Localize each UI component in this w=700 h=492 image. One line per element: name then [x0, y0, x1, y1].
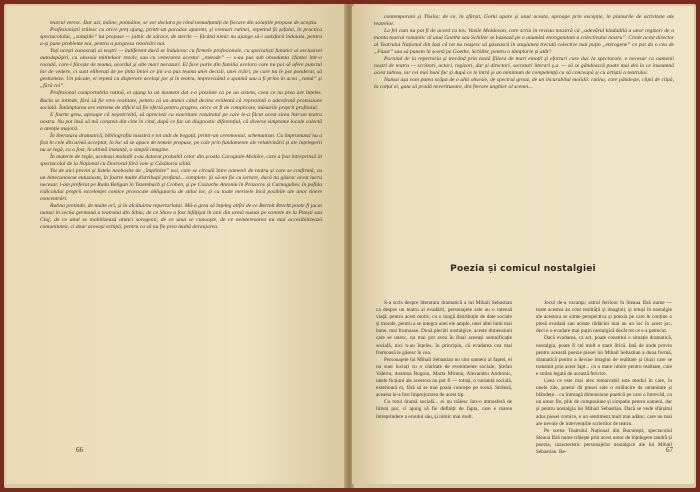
- paragraph: Toți acești cunoscuți ai noștri — îndiferent dacă se îndulcesc cu firmele profesionale, cu specialiști fanatici ai exclusivei autodepășiri, cu obsesia mititeluor rezolv, sau cu venerarea acestor „metode” — s-au pus sub obsedanta 1fantei într-o rocadă, care-i făcește de teama, acordul și alte mari necazuri. El face parte din familia acelora care nu pot să ofere punctul lor de vedere, ci sunt eliberați de pe ținta liniei ce țin s-a pus teama unei decizii, unei trăiri, pe care nu le pot ponderat, să gestioneze. Un păcate, ei repetă cu disperare același joc și în teatru, improvizând o spaimă sau a fi prins în acea „ramă” și „fără rol”.: [40, 48, 322, 90]
- left-page: [6, 6, 346, 484]
- book-spread: [4, 4, 696, 488]
- paragraph: Pe scena Teatrului Național din București, spectacolul Steaua fără nume trăiește prin acest umor de înțelegere tandră și poezie, caracteristic personajelor nostalgice ale lui Mihail Sebastian. Re-: [536, 427, 672, 455]
- page-number: 66: [76, 446, 83, 454]
- paragraph: Ceea ce este mai ales remarcabil este modul în care, în unele zile, poetul dă piesei sale o strălucire de umanitate și blândețe... cu întreagă dimensiune poetică pe care o întrevăd, cu un umor fin, plin de compasiune și simpatie pentru oameni, dar și pentru nostalgia lui Mihail Sebastian. Dacă se vede sfârșitul adus piesei comice, e un sentiment mult mai adânc, care nu mai are nevoie de intervențiile scrierilor de teatru.: [536, 378, 672, 427]
- section-title: Poezia și comicul nostalgiei: [450, 264, 596, 274]
- paragraph: Profesioniștii trăiesc cu orice preț ajung, printr-un paradox aparent, și vremuri rutinei, repetind fă șefului, în practica spectacolului, „soluțiile” lui propuse — jalnic de sărace, de sterile — făcând nimic nu ajunge să-i satisfacă îndoiala, pentru a-și pune probleme noi, pentru a progresa rezolvări noi.: [40, 27, 322, 48]
- paragraph: Personajele lui Mihail Sebastian nu sint oameni ai faptei, ei nu sunt lucrați cu o claritate de evenimente sociale; Ștefan Valeriu, doamna Bogoiu, Marta Miruna, Alexandru Andronic, unele ficțiuni ale acestora nu pot fi — totuși, o variantă socială, exterioară ei, fără să se mai poată concepe pe scenă. Strânsă, aceasta le-a fost împrejurarea de acest tip.: [376, 356, 512, 399]
- paragraph: Pornind de la repertoriu și trecând prin toată filiera de mari emoții și eforturi care duc la spectacole, e necesar ca oamenii noștri de teatru — scriitori, actori, regizori, dar și directori, secretari literari ș.a. — să se gândească poate mai des la ce înseamnă acest tablou, iar cei mai buni fac și după ce le intră și un minimum de competență ca să conceapă și cu artiștii a teatrului.: [374, 56, 674, 77]
- paragraph: teatrul veresc. Dar azi, mâine, poimâine, se vor declara pe rând nemulțumiți de fiecare din soluțiile propuse de aceștia.: [50, 20, 318, 26]
- paragraph: În materie de regie, aceleași maladii s-au datorat probabil celor din școala Caragiale-Molière, care a fost întreprinsă în spectacolul de la Național cu Doctorul fără voie și Căsătoria silită.: [40, 153, 322, 167]
- paragraph: S-a scris despre literatura dramatică a lui Mihail Sebastian ca despre un teatru al evadării, personajele sale au o intensă viață; pentru acest motiv, cu o lungă distribuție de date sociale și morale, pentru a se integra unei ele ample, unei altei lumi mai bune, mai frumoase. Două plecări nostalgice, aceste dimensiuni care se unesc, nu mai pot avea în final aceeași semnificație socială, nici n-au înțeles, în principiu, că evadarea cea mai frumoasă le găsesc în cea.: [376, 300, 512, 356]
- article-column-right: [536, 300, 672, 456]
- page-number: 67: [666, 446, 673, 454]
- paragraph: Tot de aici provin și listele neobosite de „împlinire” noi, care se circulă între oamenii de teatru și care se confirmă, cu un binecunoscut entuziasm, în foarte multe distribuții profund... complete. Și să-mi fie cu iertare, dacă nu găsesc acest lucru necesar, l-am preferat pe Radu Beligan în Tezembach și Crohen, și pe Costache Antoniu în Prozorov și Carnaguhev, în pofida ridicolului proprii excelenței comice provocate obligatoriu de stilul lor, și cu toate meritele încă posibile ale unor tinere concentrări.: [40, 167, 322, 203]
- right-page-text: [374, 14, 674, 92]
- paragraph: Rutina pretinde, de multe ori, și în alcătuirea repertoriului. Mă-a greu să înțeleg altfel de ce Bertolt Brecht poate fi jucat numai în sectia germană a teatrului din Sibiu; de ce Shaw a fost înfățișat în anii din urmă numai pe scenele de la Pitești sau Cluj; de ce unul se mobilizează atunci sorogenii, de ce unul se cunoaște, de ce neinteresarea nu mai accesibilizează comunitatea, ci doar aceeași echipă, pentru ca să nu fie prea multă deranjarea.: [40, 203, 322, 231]
- paragraph: În literatura dramatică, bibliografia noastră e tot atât de bogată, printr-un ceremonial, schematism. Cu împrumutul nu a fost în cele din urmă acceptat, în loc să se apuce de temele propuse, pe cale prin fundamente ale relativizării și ale înțelegerii nu se legă, ca a fost, în ultimă instanță, o simplă imagine.: [40, 132, 322, 153]
- paragraph: contemporani și Thalia; de ce, în sfârșit, Gorki apare și unul acesta, aproape prin excepție, în planurile de activitate ale teatrelor.: [374, 14, 674, 28]
- paragraph: Numai așa vom putea scăpa de o altă obsesie, de spectrul groaz, de un incurabilul molidă: rutina, care pândește, clipă de clipă, la colțul ei, gata să pradă neverituoare, din fiecare unghier al scenei...: [374, 77, 674, 91]
- article-column-left: [376, 300, 512, 421]
- paragraph: La fel cum nu pot fi de acord cu tov. Vasile Moldovan, care scria în revista noastră că „adevărul kladadilă a unor regizori de a monta teatrul romantic al unui Goethe sau Schiller se bazează pe o anumită eterogenitate a colectivului nostru”. Crede acest director al Teatrului Național din Iași că tot nu reușesc să găsească în stagiunea trecută colective mai puțin „eterogene” ce pot da o cea de „Faust” sau să punem în scenă pe Goethe, Schiller, pentru o tâmplarie și atât?: [374, 28, 674, 56]
- right-page: [352, 6, 694, 484]
- paragraph: Profesional comportabila rutină, ei ajung la un moment dat s-o prezinte ca pe un sistem, ceea ce nu prea are înțeles. Bucla se întinde, fără să fie vreo realitate, pentru că un atunci când devine evidentă că reprezintă o adevărată promisiune socială. Întâmplarea are estreme de dificil să fie ofertă pentru progres, orice ar fi de complicate, măsurile proprii profitului.: [40, 90, 322, 111]
- paragraph: Jocul de-a vacanța; astrul feriloor în Steaua fără nume — toate acestea au cont realității și imaginii, și totuși în nostalgie ale acestora se simte perspectiva și poezia pe care le conține o piesă evadată sau aceste rădăcini mai au un loc în acest joc, deci e o evadare mai puțin nostalgică decât tot ce s-a petrecut.: [536, 300, 672, 335]
- paragraph: Cu totul dramă socială... ei nu trăiesc într-o atmosferă de lirism pur, ci ajung să fie definiți de fapta, care e marea întreprindere a eroului său, și nimic mai mult.: [376, 399, 512, 420]
- left-page-text: [40, 20, 322, 231]
- paragraph: E foarte greu, aproape că nepotrivită, să apreciezi cu exactitate rezultatul pe care le-a făcut acest sirea într-un teatru nostru. Nu pot însă să mă conșteiz din cine în cind, după ce fac un diagnostic diferențial, că diverse simptome locale colectă o atenție majoră.: [40, 111, 322, 132]
- paragraph: Dacă evadarea, ca act, poate constitui o situație dramatică, nostalgia, poate fi cel mult o stare lirică. Iată de unde provin pentru această poezie piesei lui Mihail Sebastian a doua formă, dramatică pentru a devine imagini de realitate și iluzii care se transmit prin acest fapt... cu o mare iubire pentru realitate, care e strâns legată de această fericire.: [536, 335, 672, 377]
